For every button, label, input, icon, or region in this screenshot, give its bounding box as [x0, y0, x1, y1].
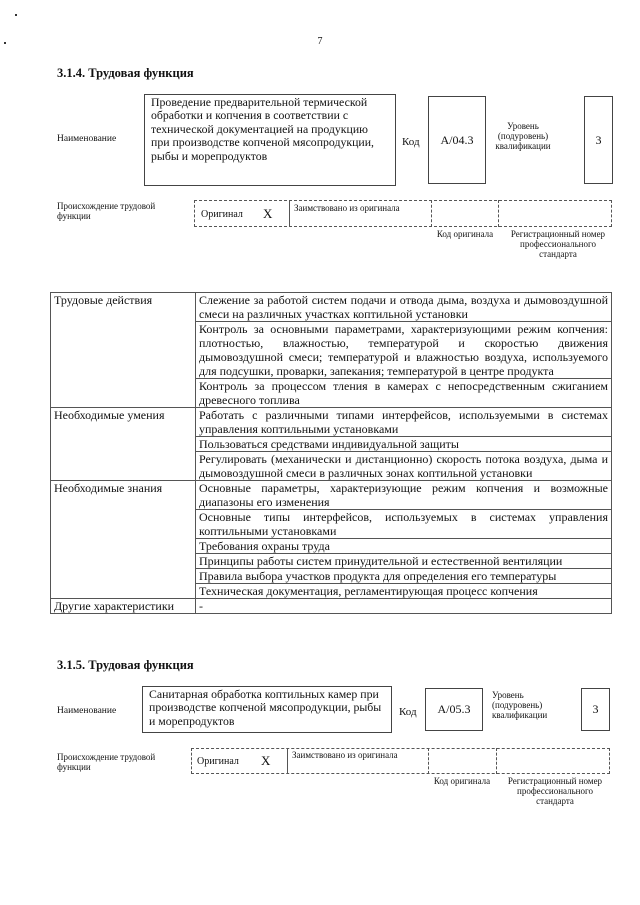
original-mark: X [263, 206, 273, 221]
scan-speck [15, 14, 17, 16]
original-label: Оригинал [197, 756, 239, 767]
code-label: Код [399, 706, 417, 718]
original-code-label: Код оригинала [436, 229, 494, 239]
table-cell: Регулировать (механически и дистанционно) скорость потока воздуха, дыма и дымовоздушной смеси в различных зонах коптильной установки [196, 452, 612, 481]
borrowed-label: Заимствовано из оригинала [292, 750, 398, 760]
table-cell: - [196, 599, 612, 614]
table-cell: Пользоваться средствами индивидуальной защиты [196, 437, 612, 452]
origin-label: Происхождение трудовой функции [57, 752, 156, 772]
table-cell: Основные параметры, характеризующие режим копчения и возможные диапазоны его изменения [196, 481, 612, 510]
page-number: 7 [317, 36, 323, 47]
table-row [51, 293, 612, 322]
origin-divider [289, 200, 290, 227]
function-name-box [142, 686, 392, 733]
table-cell: Контроль за процессом тления в камерах с непосредственным сжиганием древесного топлива [196, 379, 612, 408]
origin-divider [431, 200, 433, 227]
borrowed-label: Заимствовано из оригинала [294, 203, 400, 213]
function-code: A/05.3 [437, 702, 471, 716]
qualification-level: 3 [595, 133, 602, 147]
row-header: Необходимые умения [51, 408, 196, 481]
origin-label: Происхождение трудовой функции [57, 201, 156, 221]
code-label: Код [402, 136, 420, 148]
qualification-level: 3 [592, 702, 599, 716]
level-box [584, 96, 613, 184]
origin-divider [287, 748, 288, 774]
table-cell: Слежение за работой систем подачи и отвода дыма, воздуха и дымовоздушной смеси на различных участках коптильной установки [196, 293, 612, 322]
qualification-label: Уровень (подуровень) квалификации [492, 690, 548, 720]
level-box [581, 688, 610, 731]
table-cell: Принципы работы систем принудительной и естественной вентиляции [196, 554, 612, 569]
name-label: Наименование [57, 134, 117, 144]
function-code: A/04.3 [440, 133, 474, 147]
original-code-label: Код оригинала [433, 776, 491, 786]
code-box [428, 96, 486, 184]
row-header: Необходимые знания [51, 481, 196, 599]
qualification-label: Уровень (подуровень) квалификации [495, 121, 551, 151]
name-label: Наименование [57, 706, 117, 716]
section-title: 3.1.5. Трудовая функция [57, 658, 194, 672]
table-cell: Правила выбора участков продукта для определения его температуры [196, 569, 612, 584]
code-box [425, 688, 483, 731]
table-row [51, 481, 612, 510]
function-name: Санитарная обработка коптильных камер при производстве копченой мясопродукции, рыбы и морепродуктов [149, 687, 382, 728]
function-name-box [144, 94, 396, 186]
reg-number-label: Регистрационный номер профессионального стандарта [507, 776, 603, 806]
row-header: Трудовые действия [51, 293, 196, 408]
row-header: Другие характеристики [51, 599, 196, 614]
origin-divider [498, 200, 500, 227]
table-cell: Техническая документация, регламентирующая процесс копчения [196, 584, 612, 599]
original-mark: X [261, 753, 271, 768]
table-cell: Требования охраны труда [196, 539, 612, 554]
function-name: Проведение предварительной термической обработки и копчения в соответствии с технической документацией на продукцию при производстве копченой мясопродукции, рыбы и морепродуктов [151, 95, 374, 163]
section-title: 3.1.4. Трудовая функция [57, 66, 194, 80]
table-cell: Работать с различными типами интерфейсов, используемыми в системах управления коптильными установками [196, 408, 612, 437]
origin-divider [496, 748, 498, 774]
table-row [51, 599, 612, 614]
table-cell: Основные типы интерфейсов, используемых в системах управления коптильными установками [196, 510, 612, 539]
table-row [51, 408, 612, 437]
table-cell: Контроль за основными параметрами, характеризующими режим копчения: плотностью, влажностью, температурой и скоростью движения дымовоздушной смеси; температурой и влажностью воздуха, используемого для подсушки, проварки, запекания; температурой в центре продукта [196, 322, 612, 379]
origin-divider [428, 748, 430, 774]
function-table [50, 292, 612, 614]
reg-number-label: Регистрационный номер профессионального стандарта [510, 229, 606, 259]
original-label: Оригинал [201, 209, 243, 220]
